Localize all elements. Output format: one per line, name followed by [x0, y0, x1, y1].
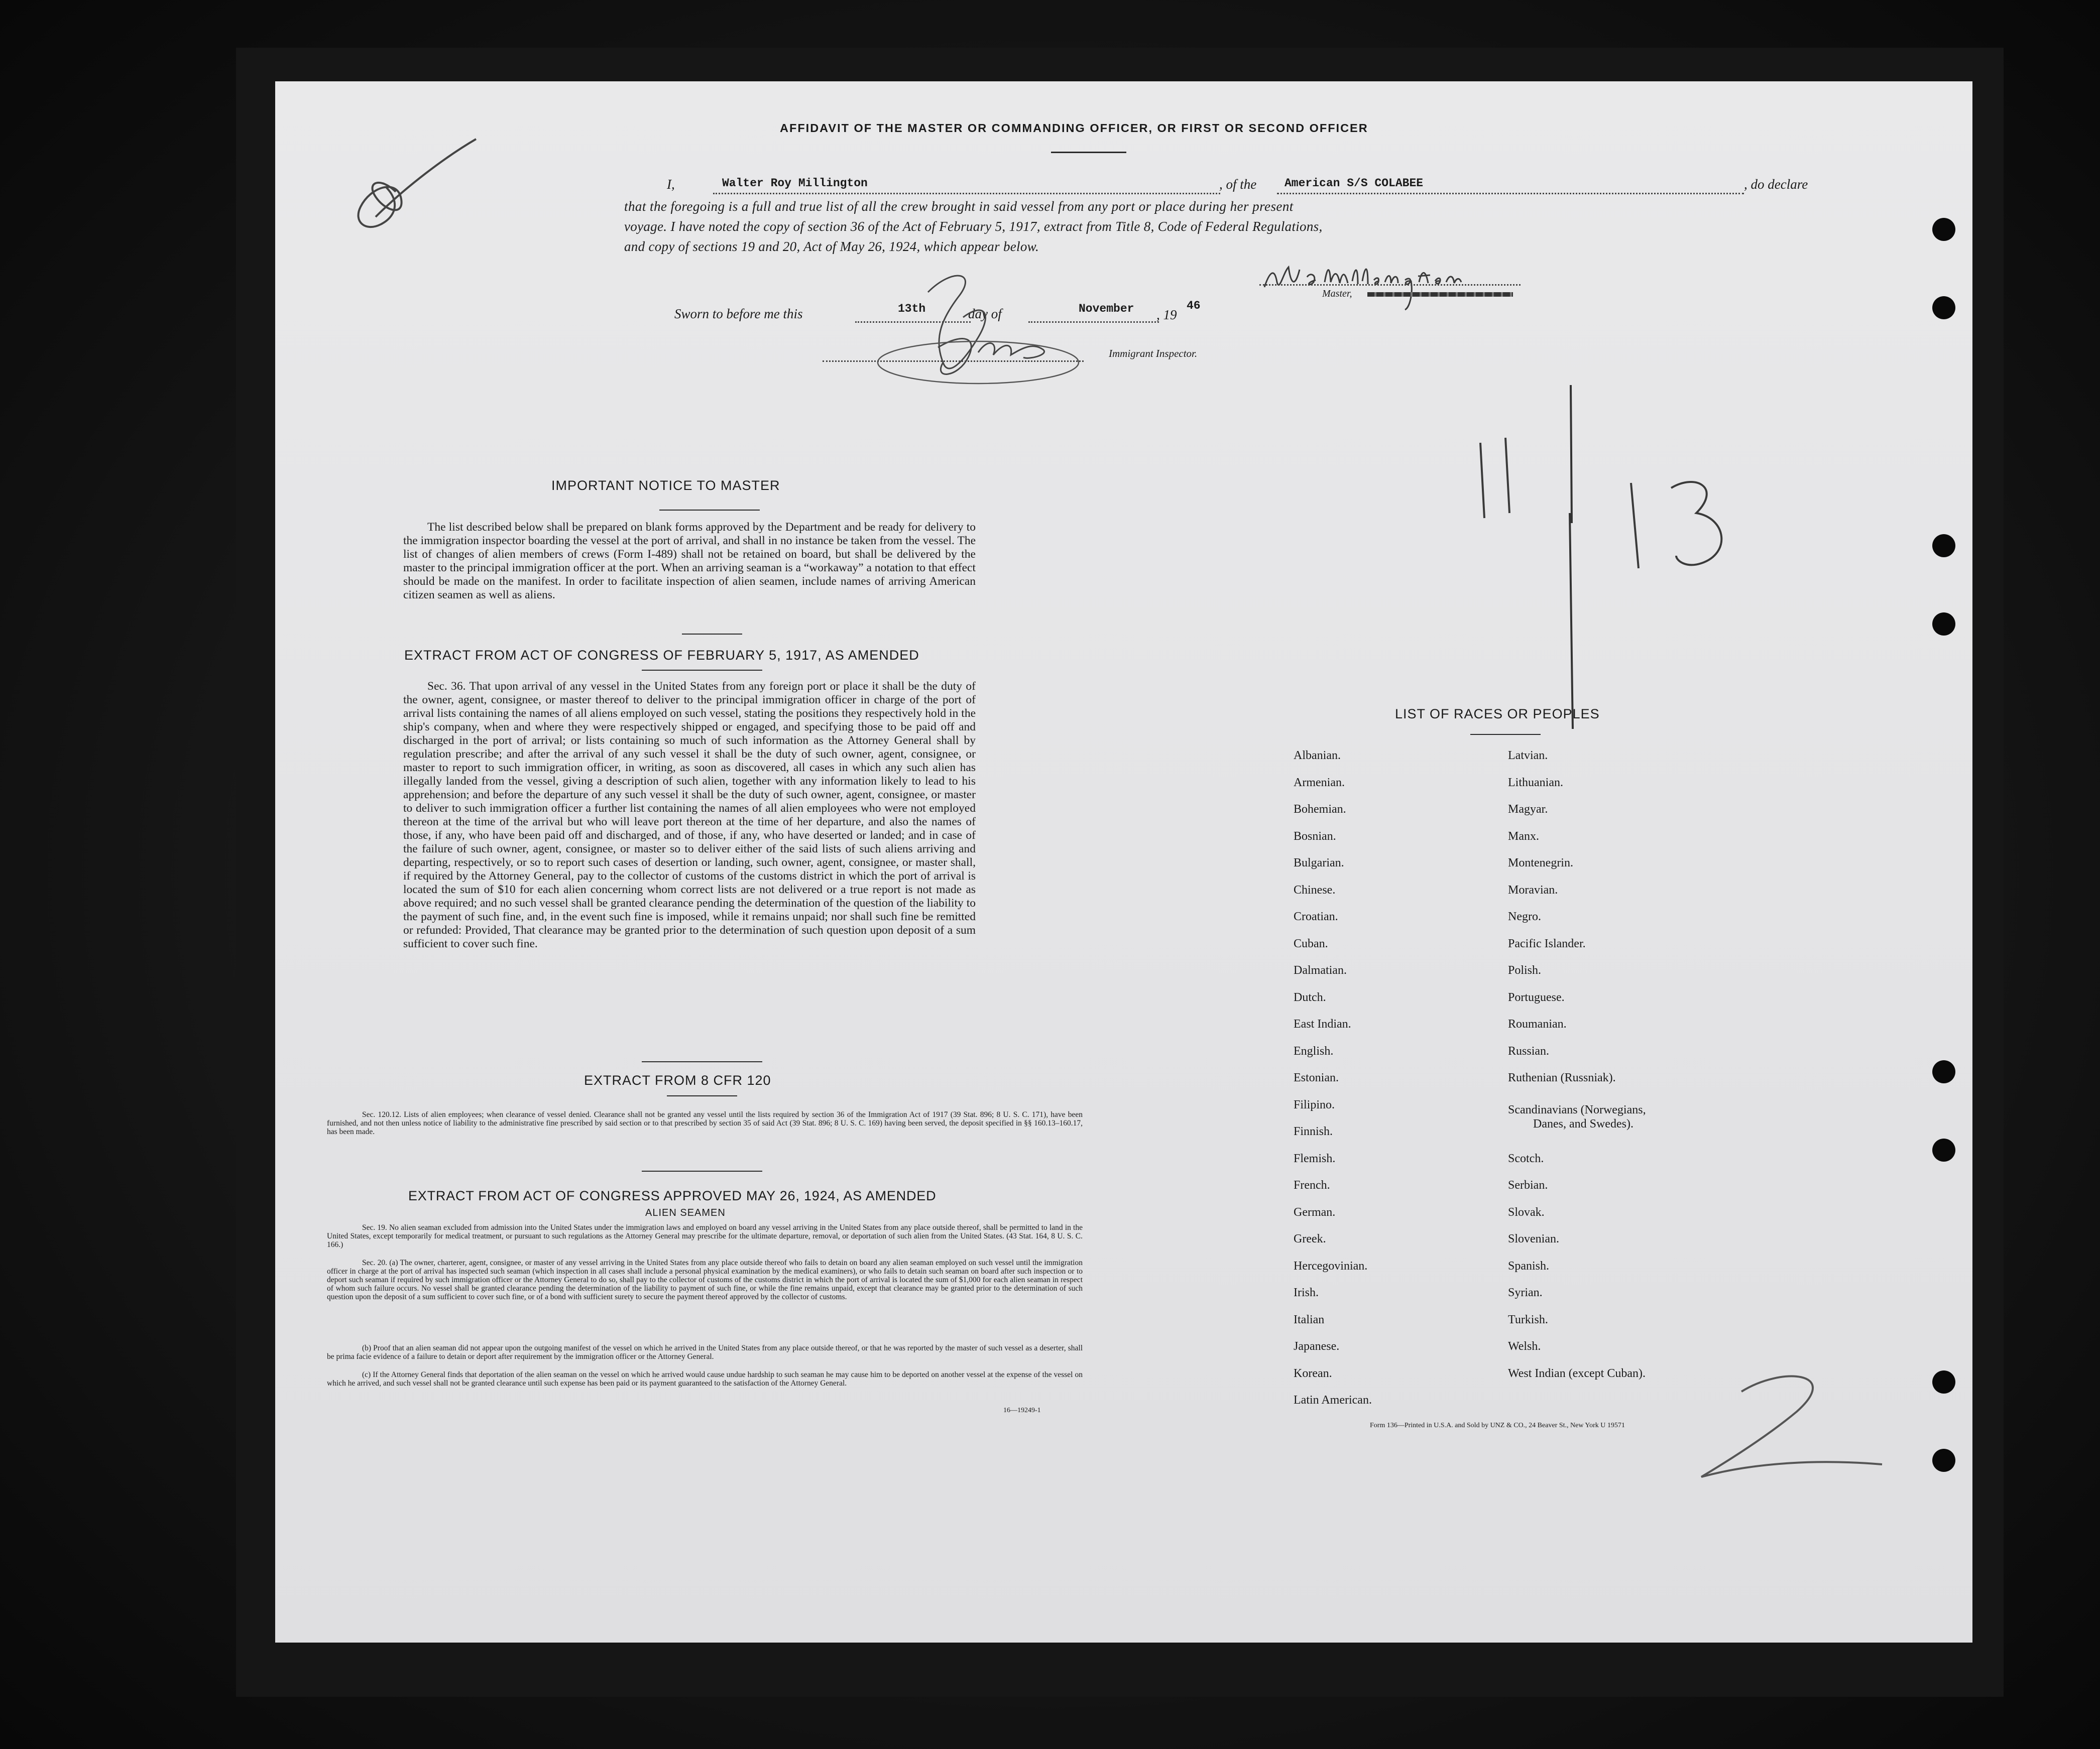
affidavit-line-3: voyage. I have noted the copy of section 36 of the Act of February 5, 1917, extract from Title 8, Code of Federal Regulations, [624, 219, 1323, 234]
race-item: Filipino. [1294, 1098, 1335, 1111]
extract-1924-sec20c: (c) If the Attorney General finds that deportation of the alien seaman on the vessel on which he arrived would cause undue hardship to such seaman he may cause him to be deported on another vessel at the expense of the vessel on which he arrived, and such vessel shall not be granted clearance until such expense has been paid or its payment guaranteed to the satisfaction of the Attorney General. [327, 1370, 1083, 1388]
punch-hole-icon [1932, 296, 1955, 319]
race-item: Moravian. [1508, 884, 1558, 897]
race-item: Manx. [1508, 830, 1539, 843]
handwritten-divider-stroke [1561, 383, 1581, 734]
punch-hole-icon [1932, 1060, 1955, 1083]
handwritten-sheet-number [1681, 1361, 1892, 1487]
inspector-signature-line [823, 360, 1084, 362]
strikethrough-officer-title [1367, 292, 1513, 297]
year-prefix: , 19 [1156, 307, 1177, 322]
race-item: Flemish. [1294, 1152, 1336, 1165]
punch-hole-icon [1932, 534, 1955, 557]
punch-hole-icon [1932, 1139, 1955, 1162]
day-of-text: day of [968, 306, 1002, 321]
printer-footer: Form 136—Printed in U.S.A. and Sold by UNZ & CO., 24 Beaver St., New York U 19571 [1370, 1422, 1625, 1429]
affidavit-do-declare: , do declare [1744, 177, 1808, 192]
race-item: Bosnian. [1294, 830, 1336, 843]
inspector-label: Immigrant Inspector. [1109, 347, 1198, 359]
race-item: Dutch. [1294, 991, 1326, 1004]
race-item: Negro. [1508, 910, 1541, 923]
affidavit-i: I, [667, 177, 675, 192]
sworn-text: Sworn to before me this [674, 306, 803, 321]
day-field: 13th [898, 302, 926, 315]
extract-1924-sec20b: (b) Proof that an alien seaman did not appear upon the outgoing manifest of the vessel on which he arrived in the United States from any place outside thereof, or that he was reported by the master of such vessel as a deserter, shall be prima facie evidence of a failure to detain or deport after requirement by the immigration officer or the Attorney General. [327, 1344, 1083, 1361]
notice-text: The list described below shall be prepared on blank forms approved by the Department and be ready for delivery to the immigration inspector boarding the vessel at the port of arrival, and shall in no instance be taken from the vessel. The list of changes of alien members of crews (Form I-489) shall not be retained on board, but shall be delivered by the master to the principal immigration officer at the port. When an arriving seaman is a “workaway” a notation to that effect should be made on the manifest. In order to facilitate inspection of alien seamen, include names of arriving American citizen seamen as well as aliens. [403, 521, 976, 601]
race-item: Montenegrin. [1508, 856, 1573, 869]
race-item: Roumanian. [1508, 1018, 1567, 1031]
race-item: Syrian. [1508, 1286, 1543, 1299]
race-item: Ruthenian (Russniak). [1508, 1071, 1616, 1084]
notice-heading: IMPORTANT NOTICE TO MASTER [551, 478, 780, 493]
handwritten-page-count [1465, 433, 1526, 528]
race-item: Japanese. [1294, 1340, 1340, 1353]
punch-hole-icon [1932, 1449, 1955, 1472]
race-item: Croatian. [1294, 910, 1338, 923]
races-heading: LIST OF RACES OR PEOPLES [1395, 706, 1600, 721]
master-label: Master, [1322, 288, 1352, 299]
extract-1917-heading: EXTRACT FROM ACT OF CONGRESS OF FEBRUARY 5, 1917, AS AMENDED [404, 648, 919, 663]
race-item: Bulgarian. [1294, 856, 1344, 869]
race-item: French. [1294, 1179, 1330, 1192]
extract-1917-rule [642, 670, 762, 671]
race-item: Scotch. [1508, 1152, 1544, 1165]
title-rule [1051, 152, 1126, 153]
race-item: Serbian. [1508, 1179, 1548, 1192]
notice-end-rule [682, 634, 742, 635]
form-sheet [275, 81, 1972, 1643]
race-item: Bohemian. [1294, 803, 1346, 816]
extract-1917-text: Sec. 36. That upon arrival of any vessel in the United States from any foreign port or place it shall be the duty of the owner, agent, consignee, or master thereof to deliver to the principal immigration officer in charge of the port of arrival lists containing the names of all aliens employed on such vessel, stating the positions they respectively hold in the ship's company, when and where they were respectively shipped or engaged, and specifying those to be paid off and discharged in the port of arrival; or lists containing so much of such information as the Attorney General shall by regulation prescribe; and after the arrival of any such vessel it shall be the duty of such owner, agent, consignee, or master to report to such immigration officer, in writing, as soon as discovered, all cases in which any such alien has illegally landed from the vessel, giving a description of such alien, together with any information likely to lead to his apprehension; and before the departure of any such vessel it shall be the duty of such owner, agent, consignee, or master to deliver to such immigration officer a further list containing the names of all alien employees who were not employed thereon at the time of the arrival but who will leave port thereon at the time of her departure, and also the names of those, if any, who have been paid off and discharged, and of those, if any, who have deserted or landed; and in case of the failure of such owner, agent, consignee, or master so to deliver either of the said lists of such aliens arriving and departing, respectively, or so to report such cases of desertion or landing, such owner, agent, consignee, or master shall, if required by the Attorney General, pay to the collector of customs of the customs district in which the port of arrival is located the sum of $10 for each alien concerning whom correct lists are not delivered or a true report is not made as above required; and no such vessel shall be granted clearance pending the determination of the question of the liability to the payment of such fine, and, in the event such fine is imposed, while it remains unpaid; nor shall such fine be remitted or refunded: Provided, That clearance may be granted prior to the determination of such question upon deposit of a sum sufficient to cover such fine. [403, 680, 976, 950]
vessel-field-line [1277, 193, 1744, 194]
inspector-signature [812, 262, 1124, 393]
punch-hole-icon [1932, 612, 1955, 636]
race-item: Danes, and Swedes). [1533, 1117, 1634, 1131]
race-item: West Indian (except Cuban). [1508, 1367, 1646, 1380]
race-item: Hercegovinian. [1294, 1260, 1368, 1273]
name-field-line [713, 193, 1220, 194]
affidavit-line-2: that the foregoing is a full and true list of all the crew brought in said vessel from any port or place during her present [624, 199, 1294, 214]
punch-hole-icon [1932, 1370, 1955, 1394]
notice-rule [659, 510, 760, 511]
race-item: German. [1294, 1206, 1336, 1219]
race-item: Irish. [1294, 1286, 1319, 1299]
extract-cfr-end-rule [642, 1171, 762, 1172]
extract-1924-subheading: ALIEN SEAMEN [645, 1207, 726, 1218]
year-field: 46 [1187, 299, 1201, 312]
affidavit-line-4: and copy of sections 19 and 20, Act of May 26, 1924, which appear below. [624, 239, 1039, 254]
race-item: Albanian. [1294, 749, 1341, 762]
race-item: Turkish. [1508, 1313, 1548, 1326]
race-item: Welsh. [1508, 1340, 1541, 1353]
extract-1917-end-rule [642, 1061, 762, 1062]
race-item: Pacific Islander. [1508, 937, 1586, 950]
race-item: Dalmatian. [1294, 964, 1347, 977]
handwritten-page-number [1621, 473, 1736, 573]
master-name-field: Walter Roy Millington [722, 177, 868, 190]
race-item: Latvian. [1508, 749, 1548, 762]
race-item: Finnish. [1294, 1125, 1333, 1138]
race-item: Greek. [1294, 1232, 1326, 1245]
race-item: Spanish. [1508, 1260, 1550, 1273]
race-item: Armenian. [1294, 776, 1345, 789]
race-item: Portuguese. [1508, 991, 1565, 1004]
races-rule [1470, 734, 1541, 735]
extract-cfr-text: Sec. 120.12. Lists of alien employees; when clearance of vessel denied. Clearance shall not be granted any vessel until the lists required by section 36 of the Immigration Act of 1917 (39 Stat. 896; 8 U. S. C. 171), have been furnished, and not then unless notice of liability to the administrative fine prescribed by said section or to that prescribed by section 35 of said Act (39 Stat. 896; 8 U. S. C. 169) having been served, the deposit specified in §§ 160.13–160.17, has been made. [327, 1110, 1083, 1136]
affidavit-title: AFFIDAVIT OF THE MASTER OR COMMANDING OFFICER, OR FIRST OR SECOND OFFICER [780, 121, 1368, 135]
extract-1924-sec19: Sec. 19. No alien seaman excluded from admission into the United States under the immigration laws and employed on board any vessel arriving in the United States from any place outside thereof, shall be permitted to land in the United States, except temporarily for medical treatment, or pursuant to such regulations as the Attorney General may prescribe for the ultimate departure, removal, or deportation of such alien from the United States. (43 Stat. 164, 8 U. S. C. 166.) [327, 1223, 1083, 1249]
extract-1924-heading: EXTRACT FROM ACT OF CONGRESS APPROVED MAY 26, 1924, AS AMENDED [408, 1188, 937, 1203]
form-number: 16—19249-1 [1003, 1407, 1041, 1414]
race-item: Lithuanian. [1508, 776, 1563, 789]
affidavit-of-the: , of the [1219, 177, 1257, 192]
extract-cfr-rule [667, 1095, 737, 1096]
race-item: Cuban. [1294, 937, 1328, 950]
race-item: East Indian. [1294, 1018, 1351, 1031]
race-item: Italian [1294, 1313, 1325, 1326]
punch-hole-icon [1932, 218, 1955, 241]
race-item: Magyar. [1508, 803, 1548, 816]
extract-1924-sec20a: Sec. 20. (a) The owner, charterer, agent, consignee, or master of any vessel arriving in the United States from any place outside thereof who fails to detain on board any alien seaman employed on such vessel until the immigration officer in charge at the port of arrival has inspected such seaman (which inspection in all cases shall include a personal physical examination by the medical examiners), or who fails to detain such seaman on board after such inspection or to deport such seaman if required by such immigration officer or the Attorney General to do so, shall pay to the collector of customs of the customs district in which the port of arrival is located the sum of $1,000 for each alien seaman in respect of whom such failure occurs. No vessel shall be granted clearance pending the determination of the liability to payment of such fine, or while the fine remains unpaid, except that clearance may be granted prior to the determination of such question upon the deposit of a sum sufficient to cover such fine, or of a bond with sufficient surety to secure the payment thereof approved by the collector of customs. [327, 1259, 1083, 1301]
extract-cfr-heading: EXTRACT FROM 8 CFR 120 [584, 1073, 771, 1088]
master-signature-line [1259, 284, 1521, 286]
race-item: Chinese. [1294, 884, 1336, 897]
race-item: Korean. [1294, 1367, 1332, 1380]
race-item: Estonian. [1294, 1071, 1339, 1084]
race-item: Polish. [1508, 964, 1542, 977]
race-item: Russian. [1508, 1045, 1550, 1058]
race-item: Slovenian. [1508, 1232, 1559, 1245]
race-item: Latin American. [1294, 1394, 1372, 1407]
month-field: November [1079, 302, 1134, 315]
race-item: Scandinavians (Norwegians, [1508, 1103, 1646, 1116]
vessel-name-field: American S/S COLABEE [1285, 177, 1424, 190]
race-item: English. [1294, 1045, 1334, 1058]
corner-check-mark [325, 132, 496, 252]
race-item: Slovak. [1508, 1206, 1545, 1219]
